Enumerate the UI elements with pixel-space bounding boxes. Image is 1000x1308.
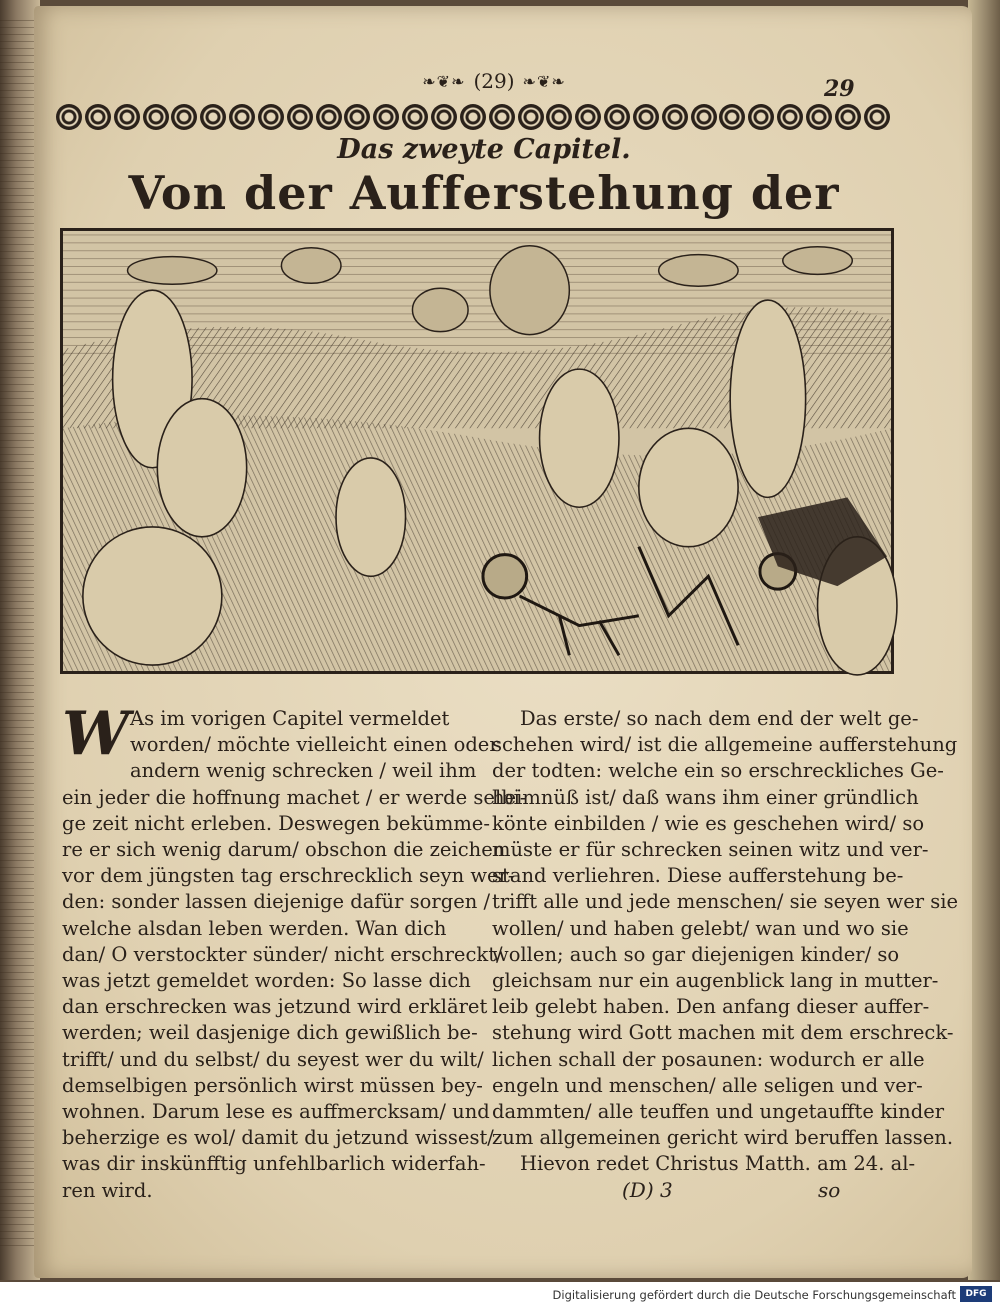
rosette-ornament <box>633 104 659 130</box>
text-line: zum allgemeinen gericht wird beruffen lassen. <box>492 1126 954 1150</box>
text-line: dammten/ alle teuffen und ungetauffte kinder <box>492 1100 945 1124</box>
text-line: dan erschrecken was jetzund wird erkläret <box>62 995 488 1019</box>
rosette-ornament <box>546 104 572 130</box>
dfg-logo-icon: DFG <box>960 1286 992 1302</box>
page-number: (29) <box>473 69 515 93</box>
text-line: beherzige es wol/ damit du jetzund wissest/ <box>62 1126 494 1150</box>
right-column <box>492 706 959 1206</box>
text-line: ren wird. <box>62 1178 153 1202</box>
text-line: trifft alle und jede menschen/ sie seyen wer sie <box>492 890 959 914</box>
text-line: stehung wird Gott machen mit dem erschreck- <box>492 1021 954 1045</box>
rosette-ornament <box>316 104 342 130</box>
text-line: werden; weil dasjenige dich gewißlich be- <box>62 1021 478 1045</box>
text-line: schehen wird/ ist die allgemeine aufferstehung <box>492 733 958 757</box>
rosette-ornament <box>229 104 255 130</box>
text-line: wollen/ und haben gelebt/ wan und wo sie <box>492 916 909 940</box>
rosette-ornament <box>604 104 630 130</box>
text-line: vor dem jüngsten tag erschrecklich seyn wer- <box>62 864 515 888</box>
text-line: Das erste/ so nach dem end der welt ge- <box>520 707 919 730</box>
text-line: gleichsam nur ein augenblick lang in mutter- <box>492 969 939 993</box>
text-columns <box>62 699 959 1206</box>
text-line: lichen schall der posaunen: wodurch er alle <box>492 1047 925 1071</box>
rosette-ornament <box>373 104 399 130</box>
text-line: leib gelebt haben. Den anfang dieser auffer- <box>492 995 930 1019</box>
rosette-ornament <box>114 104 140 130</box>
catchword: so <box>818 1178 841 1202</box>
text-line: müste er für schrecken seinen witz und ver- <box>492 838 929 862</box>
woodcut-illustration <box>60 228 894 674</box>
rosette-ornament <box>864 104 890 130</box>
flourish-left-icon: ❧❦❧ <box>422 71 466 91</box>
left-column <box>62 699 527 1206</box>
rosette-ornament <box>344 104 370 130</box>
rosette-ornament <box>200 104 226 130</box>
text-line: engeln und menschen/ alle seligen und ver- <box>492 1073 923 1097</box>
rosette-ornament <box>85 104 111 130</box>
chapter-label: Das zweyte Capitel. <box>337 134 631 165</box>
rosette-ornament <box>806 104 832 130</box>
rosette-ornament <box>287 104 313 130</box>
text-line: stand verliehren. Diese aufferstehung be- <box>492 864 904 888</box>
rosette-ornament <box>748 104 774 130</box>
text-line: worden/ möchte vielleicht einen oder <box>130 733 499 757</box>
flourish-right-icon: ❧❦❧ <box>522 71 566 91</box>
rosette-ornament <box>171 104 197 130</box>
book-page <box>34 6 972 1278</box>
text-line: dan/ O verstockter sünder/ nicht erschreckt/ <box>62 942 503 966</box>
rosette-ornament <box>691 104 717 130</box>
text-line: ein jeder die hoffnung machet / er werde selbi- <box>62 785 527 809</box>
rosette-ornament <box>402 104 428 130</box>
rosette-ornament <box>460 104 486 130</box>
rosette-ornament <box>143 104 169 130</box>
rosette-border <box>56 98 890 136</box>
footer-credit: Digitalisierung gefördert durch die Deutsche Forschungsgemeinschaft <box>552 1288 956 1302</box>
page-edges <box>0 20 34 1250</box>
text-line: andern wenig schrecken / weil ihm <box>130 759 477 783</box>
rosette-ornament <box>835 104 861 130</box>
signature-mark: (D) 3 <box>622 1178 673 1202</box>
text-line: den: sonder lassen diejenige dafür sorgen / <box>62 890 491 914</box>
text-line: was jetzt gemeldet worden: So lasse dich <box>62 969 471 993</box>
text-line: welche alsdan leben werden. Wan dich <box>62 916 447 940</box>
text-line: der todten: welche ein so erschreckliches Ge- <box>492 759 944 783</box>
text-line: re er sich wenig darum/ obschon die zeichen <box>62 838 506 862</box>
resurrection-engraving <box>63 231 891 671</box>
text-line: ge zeit nicht erleben. Deswegen bekümme- <box>62 811 490 835</box>
text-line: was dir inskünfftig unfehlbarlich widerfah- <box>62 1152 486 1176</box>
rosette-ornament <box>56 104 82 130</box>
text-line: wohnen. Darum lese es auffmercksam/ und <box>62 1100 490 1124</box>
text-line: könte einbilden / wie es geschehen wird/ so <box>492 811 925 835</box>
text-line: As im vorigen Capitel vermeldet <box>130 707 450 730</box>
chapter-title: Von der Aufferstehung der <box>128 166 840 220</box>
text-line: heimnüß ist/ daß wans ihm einer gründlich <box>492 785 919 809</box>
running-head <box>394 66 594 96</box>
drop-cap: W <box>62 699 130 769</box>
rosette-ornament <box>575 104 601 130</box>
rosette-ornament <box>431 104 457 130</box>
text-line: wollen; auch so gar diejenigen kinder/ so <box>492 942 900 966</box>
page-corner-number: 29 <box>824 76 855 102</box>
rosette-ornament <box>719 104 745 130</box>
text-line: demselbigen persönlich wirst müssen bey- <box>62 1073 483 1097</box>
rosette-ornament <box>662 104 688 130</box>
text-line: trifft/ und du selbst/ du seyest wer du wilt/ <box>62 1047 484 1071</box>
book-right-edge <box>968 0 1000 1280</box>
rosette-ornament <box>258 104 284 130</box>
rosette-ornament <box>777 104 803 130</box>
rosette-ornament <box>518 104 544 130</box>
rosette-ornament <box>489 104 515 130</box>
text-line: Hievon redet Christus Matth. am 24. al- <box>520 1152 916 1176</box>
